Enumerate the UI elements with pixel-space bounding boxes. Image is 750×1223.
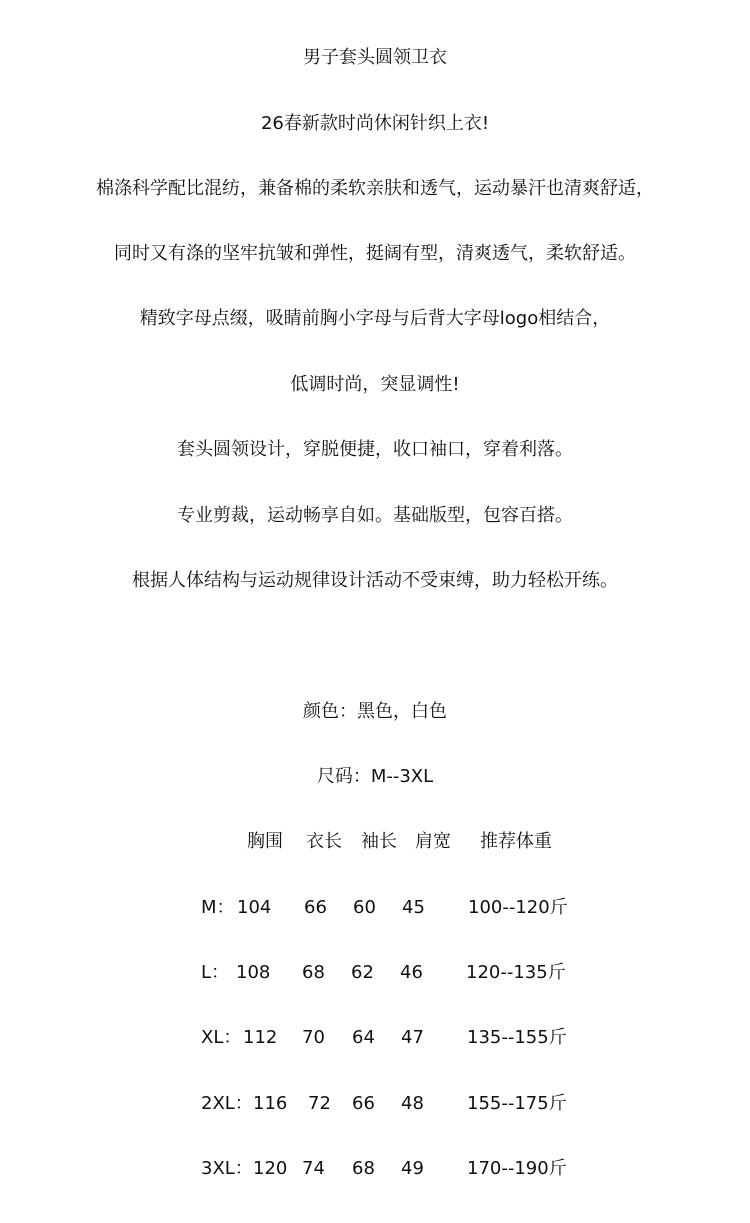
color-spec: 颜色：黑色，白色 xyxy=(303,701,447,722)
row-weight: 155--175斤 xyxy=(467,1093,567,1114)
row-sleeve: 60 xyxy=(353,897,376,918)
description-line: 低调时尚，突显调性! xyxy=(290,374,460,395)
row-weight: 135--155斤 xyxy=(467,1027,567,1048)
row-length: 72 xyxy=(308,1093,331,1114)
row-sleeve: 64 xyxy=(352,1027,375,1048)
description-line: 专业剪裁，运动畅享自如。基础版型，包容百搭。 xyxy=(177,505,573,526)
row-chest: 108 xyxy=(236,962,271,983)
header-shoulder: 肩宽 xyxy=(415,831,451,852)
row-length: 70 xyxy=(302,1027,325,1048)
row-sleeve: 66 xyxy=(352,1093,375,1114)
header-chest: 胸围 xyxy=(247,831,283,852)
row-length: 68 xyxy=(302,962,325,983)
row-chest: 120 xyxy=(253,1158,288,1179)
row-sleeve: 68 xyxy=(352,1158,375,1179)
row-size: M： xyxy=(201,897,235,918)
row-length: 66 xyxy=(304,897,327,918)
row-shoulder: 46 xyxy=(400,962,423,983)
row-shoulder: 47 xyxy=(401,1027,424,1048)
row-chest: 104 xyxy=(237,897,272,918)
description-line: 套头圆领设计，穿脱便捷，收口袖口，穿着利落。 xyxy=(177,439,573,460)
description-line: 棉涤科学配比混纺，兼备棉的柔软亲肤和透气，运动暴汗也清爽舒适， xyxy=(96,178,654,199)
description-line: 精致字母点缀，吸睛前胸小字母与后背大字母logo相结合， xyxy=(139,308,611,329)
row-size: 2XL： xyxy=(201,1093,253,1114)
header-length: 衣长 xyxy=(306,831,342,852)
description-line: 根据人体结构与运动规律设计活动不受束缚，助力轻松开练。 xyxy=(132,570,618,591)
row-size: 3XL： xyxy=(201,1158,253,1179)
header-weight: 推荐体重 xyxy=(480,831,552,852)
row-weight: 100--120斤 xyxy=(468,897,568,918)
row-size: L： xyxy=(201,962,230,983)
row-shoulder: 48 xyxy=(401,1093,424,1114)
row-chest: 112 xyxy=(243,1027,278,1048)
size-range-spec: 尺码：M--3XL xyxy=(316,766,434,787)
row-weight: 120--135斤 xyxy=(466,962,566,983)
row-size: XL： xyxy=(201,1027,242,1048)
description-line: 同时又有涤的坚牢抗皱和弹性，挺阔有型，清爽透气，柔软舒适。 xyxy=(114,243,636,264)
row-weight: 170--190斤 xyxy=(467,1158,567,1179)
row-shoulder: 49 xyxy=(401,1158,424,1179)
row-chest: 116 xyxy=(253,1093,288,1114)
row-shoulder: 45 xyxy=(402,897,425,918)
row-length: 74 xyxy=(302,1158,325,1179)
header-sleeve: 袖长 xyxy=(361,831,397,852)
description-line: 26春新款时尚休闲针织上衣! xyxy=(260,113,490,134)
row-sleeve: 62 xyxy=(351,962,374,983)
product-title: 男子套头圆领卫衣 xyxy=(303,47,447,68)
